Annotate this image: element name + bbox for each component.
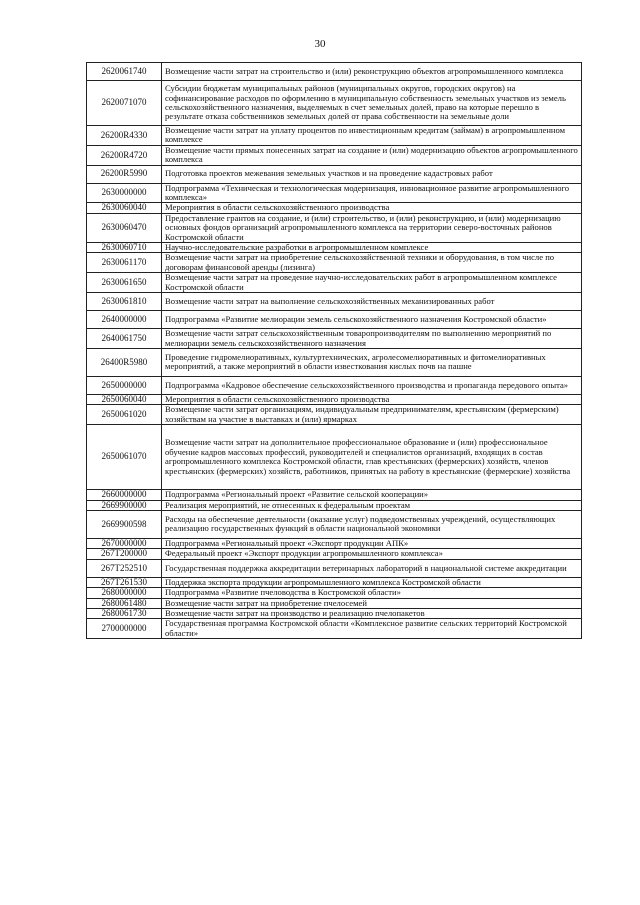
row-description: Мероприятия в области сельскохозяйственного производства <box>162 394 582 404</box>
row-description: Подготовка проектов межевания земельных участков и на проведение кадастровых работ <box>162 165 582 183</box>
table-row <box>87 243 582 253</box>
row-code: 2670000000 <box>87 538 162 548</box>
row-code: 2669900598 <box>87 510 162 538</box>
row-description: Возмещение части затрат организациям, индивидуальным предпринимателям, крестьянским (фермерским) хозяйствам на участие в выставках и (или) ярмарках <box>162 405 582 425</box>
row-description: Научно-исследовательские разработки в агропромышленном комплексе <box>162 243 582 253</box>
row-description: Поддержка экспорта продукции агропромышленного комплекса Костромской области <box>162 577 582 587</box>
table-row <box>87 510 582 538</box>
row-description: Возмещение части затрат на приобретение пчелосемей <box>162 598 582 608</box>
table-row <box>87 253 582 273</box>
table-row <box>87 273 582 293</box>
table-row <box>87 293 582 311</box>
table-row <box>87 577 582 587</box>
row-code: 2630060710 <box>87 243 162 253</box>
row-description: Возмещение части затрат на выполнение сельскохозяйственных механизированных работ <box>162 293 582 311</box>
row-description: Возмещение части затрат на строительство и (или) реконструкцию объектов агропромышленного комплекса <box>162 63 582 81</box>
row-code: 2620071070 <box>87 81 162 126</box>
row-description: Возмещение части затрат на уплату процентов по инвестиционным кредитам (займам) в агропромышленном комплексе <box>162 126 582 146</box>
table-row <box>87 559 582 577</box>
row-description: Расходы на обеспечение деятельности (оказание услуг) подведомственных учреждений, осуществляющих реализацию государственных функций в области национальной экономики <box>162 510 582 538</box>
table-row <box>87 81 582 126</box>
row-description: Государственная программа Костромской области «Комплексное развитие сельских территорий Костромской области» <box>162 619 582 639</box>
table-row <box>87 588 582 598</box>
budget-classification-table <box>86 62 582 639</box>
table-row <box>87 405 582 425</box>
row-code: 2630061650 <box>87 273 162 293</box>
row-code: 2640061750 <box>87 329 162 349</box>
row-code: 2680000000 <box>87 588 162 598</box>
row-code: 2700000000 <box>87 619 162 639</box>
row-code: 2650060040 <box>87 394 162 404</box>
row-code: 26200R5990 <box>87 165 162 183</box>
row-code: 2680061480 <box>87 598 162 608</box>
row-code: 2620061740 <box>87 63 162 81</box>
table-row <box>87 376 582 394</box>
row-code: 267T261530 <box>87 577 162 587</box>
row-code: 26400R5980 <box>87 348 162 376</box>
row-description: Федеральный проект «Экспорт продукции агропромышленного комплекса» <box>162 549 582 559</box>
page-number: 30 <box>314 38 326 50</box>
row-description: Государственная поддержка аккредитации ветеринарных лабораторий в национальной системе аккредитации <box>162 559 582 577</box>
table-row <box>87 126 582 146</box>
table-row <box>87 394 582 404</box>
row-code: 267T200000 <box>87 549 162 559</box>
row-description: Предоставление грантов на создание, и (или) строительство, и (или) реконструкцию, и (или) модернизацию основных фондов организаций агропромышленного комплекса на территории северо-восточных районов Костромской области <box>162 213 582 242</box>
row-description: Мероприятия в области сельскохозяйственного производства <box>162 203 582 213</box>
row-description: Подпрограмма «Развитие пчеловодства в Костромской области» <box>162 588 582 598</box>
table-row <box>87 608 582 618</box>
row-description: Подпрограмма «Кадровое обеспечение сельскохозяйственного производства и пропаганда передового опыта» <box>162 376 582 394</box>
row-code: 2630061170 <box>87 253 162 273</box>
row-code: 2669900000 <box>87 500 162 510</box>
row-code: 2630061810 <box>87 293 162 311</box>
table-row <box>87 425 582 490</box>
table-row <box>87 213 582 242</box>
table-row <box>87 145 582 165</box>
table-row <box>87 203 582 213</box>
row-code: 267T252510 <box>87 559 162 577</box>
row-description: Реализация мероприятий, не отнесенных к федеральным проектам <box>162 500 582 510</box>
row-code: 26200R4720 <box>87 145 162 165</box>
row-description: Возмещение части затрат сельскохозяйственным товаропроизводителям по выполнению мероприятий по мелиорации земель сельскохозяйственного назначения <box>162 329 582 349</box>
table-row <box>87 549 582 559</box>
row-code: 2680061730 <box>87 608 162 618</box>
table-row <box>87 329 582 349</box>
row-description: Возмещение части затрат на приобретение сельскохозяйственной техники и оборудования, в том числе по договорам финансовой аренды (лизинга) <box>162 253 582 273</box>
table-row <box>87 500 582 510</box>
table-row <box>87 183 582 203</box>
table-row <box>87 619 582 639</box>
row-code: 2660000000 <box>87 490 162 500</box>
table-row <box>87 311 582 329</box>
table-row <box>87 538 582 548</box>
row-description: Подпрограмма «Региональный проект «Экспорт продукции АПК» <box>162 538 582 548</box>
row-description: Проведение гидромелиоративных, культуртехнических, агролесомелиоративных и фитомелиоративных мероприятий, а также мероприятий в области известкования кислых почв на пашне <box>162 348 582 376</box>
table-row <box>87 490 582 500</box>
table-row <box>87 165 582 183</box>
row-code: 2640000000 <box>87 311 162 329</box>
row-description: Подпрограмма «Региональный проект «Развитие сельской кооперации» <box>162 490 582 500</box>
row-code: 2630000000 <box>87 183 162 203</box>
table-row <box>87 348 582 376</box>
row-description: Возмещение части затрат на проведение научно-исследовательских работ в агропромышленном комплексе Костромской области <box>162 273 582 293</box>
row-description: Возмещение части затрат на дополнительное профессиональное образование и (или) профессиональное обучение кадров массовых профессий, руководителей и специалистов организаций, входящих в состав агропромышленного комплекса Костромской области, глав крестьянских (фермерских) хозяйств, членов крестьянских (фермерских) хозяйств, работников, принятых на работу в крестьянские (фермерские) хозяйства <box>162 425 582 490</box>
row-code: 2630060040 <box>87 203 162 213</box>
row-description: Возмещение части затрат на производство и реализацию пчелопакетов <box>162 608 582 618</box>
row-code: 26200R4330 <box>87 126 162 146</box>
row-description: Подпрограмма «Развитие мелиорации земель сельскохозяйственного назначения Костромской области» <box>162 311 582 329</box>
row-code: 2630060470 <box>87 213 162 242</box>
row-code: 2650000000 <box>87 376 162 394</box>
row-code: 2650061070 <box>87 425 162 490</box>
row-description: Подпрограмма «Техническая и технологическая модернизация, инновационное развитие агропромышленного комплекса» <box>162 183 582 203</box>
table-body <box>87 63 582 639</box>
row-description: Возмещение части прямых понесенных затрат на создание и (или) модернизацию объектов агропромышленного комплекса <box>162 145 582 165</box>
row-code: 2650061020 <box>87 405 162 425</box>
table-row <box>87 63 582 81</box>
table-row <box>87 598 582 608</box>
row-description: Субсидии бюджетам муниципальных районов (муниципальных округов, городских округов) на софинансирование расходов по оформлению в муниципальную собственность земельных участков из земель сельскохозяйственного назначения, выделяемых в счет земельных долей, право на которые перешло в результате отказа собственников земельных долей от права собственности на земельные доли <box>162 81 582 126</box>
